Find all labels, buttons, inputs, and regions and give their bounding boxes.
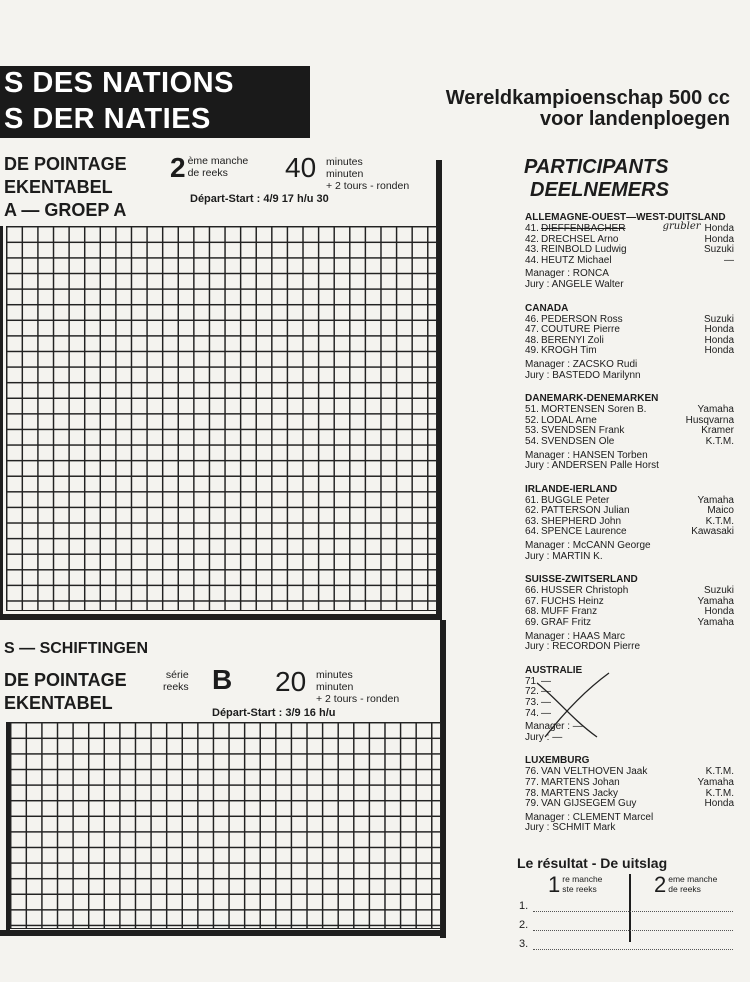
manche-info xyxy=(170,154,248,182)
team-jury: Jury : RECORDON Pierre xyxy=(525,641,641,653)
minutes-number-2: 20 xyxy=(275,666,307,697)
participants-title-nl: DEELNEMERS xyxy=(530,179,669,201)
rider-name: — xyxy=(541,675,551,687)
rider-number: 68. xyxy=(525,606,539,618)
result-place-label: 1. xyxy=(519,900,529,912)
result-manche-2-number: 2 xyxy=(654,872,667,897)
tours-label: + 2 tours - ronden xyxy=(326,180,410,192)
page-title-line-1: Wereldkampioenschap 500 cc xyxy=(445,87,730,109)
participants-title-fr: PARTICIPANTS xyxy=(524,156,669,178)
rider-number: 76. xyxy=(525,766,539,778)
rider-bike: K.T.M. xyxy=(705,435,734,447)
rider-number: 49. xyxy=(525,345,539,357)
country-block xyxy=(525,212,734,291)
cross-out-mark xyxy=(527,669,617,741)
rider-number: 61. xyxy=(525,494,539,506)
rider-row xyxy=(525,221,734,235)
rider-name: MUFF Franz xyxy=(541,606,598,618)
rider-number: 64. xyxy=(525,526,539,538)
country-name: AUSTRALIE xyxy=(525,664,583,676)
rider-number: 78. xyxy=(525,787,539,799)
rider-row xyxy=(525,799,734,810)
country-block xyxy=(525,755,734,834)
rider-name: GRAF Fritz xyxy=(541,617,591,629)
team-jury: Jury : MARTIN K. xyxy=(525,550,603,562)
pointage-label: DE POINTAGE xyxy=(4,154,127,174)
rider-number: 79. xyxy=(525,798,539,810)
minutes-label-2 xyxy=(316,669,399,705)
manche-number: 2 xyxy=(170,152,186,183)
result-place-blank xyxy=(533,911,733,912)
rider-bike: Honda xyxy=(704,606,734,618)
group-label: A — GROEP A xyxy=(4,200,127,220)
rider-row xyxy=(525,778,734,789)
team-jury: Jury : SCHMIT Mark xyxy=(525,822,616,834)
rider-number: 72. xyxy=(525,686,539,698)
manche-label xyxy=(188,155,249,179)
event-banner-line-1: S DES NATIONS xyxy=(0,66,310,102)
start-time-2: Départ-Start : 3/9 16 h/u xyxy=(212,707,336,719)
rider-bike: Yamaha xyxy=(697,595,734,607)
minutes-fr: minutes xyxy=(316,669,353,681)
frame-bar xyxy=(0,614,442,620)
pointage-heading-1 xyxy=(4,153,127,222)
rider-name: SHEPHERD John xyxy=(541,515,622,527)
result-manche-2-nl: de reeks xyxy=(668,884,701,894)
serie-label xyxy=(163,669,189,693)
rider-bike: Husqvarna xyxy=(685,414,734,426)
pointage-label-nl: EKENTABEL xyxy=(4,693,113,713)
serie-fr: série xyxy=(165,669,189,681)
rider-number: 71. xyxy=(525,675,539,687)
rider-number: 48. xyxy=(525,334,539,346)
serie-letter: B xyxy=(212,664,233,695)
rider-name: SVENDSEN Ole xyxy=(541,435,615,447)
result-place-row xyxy=(519,893,733,912)
rider-bike: Suzuki xyxy=(703,585,734,597)
rider-bike: Honda xyxy=(704,324,734,336)
country-name: DANEMARK-DENEMARKEN xyxy=(525,393,659,405)
rider-name: MARTENS Johan xyxy=(541,776,620,788)
result-place-row xyxy=(519,931,733,950)
rider-number: 42. xyxy=(525,233,539,245)
result-manche-1-fr: re manche xyxy=(562,874,603,884)
handwritten-note: grubler xyxy=(662,221,701,232)
rider-number: 41. xyxy=(525,223,539,234)
score-grid-a xyxy=(6,226,437,611)
rider-name: PATTERSON Julian xyxy=(541,505,630,517)
rider-number: 62. xyxy=(525,505,539,517)
rider-row xyxy=(525,437,734,448)
rider-name: MARTENS Jacky xyxy=(541,787,619,799)
rider-number: 53. xyxy=(525,425,539,437)
rider-number: 51. xyxy=(525,404,539,416)
country-name: IRLANDE-IERLAND xyxy=(525,483,618,495)
team-manager: Manager : HANSEN Torben xyxy=(525,449,648,461)
rider-number: 46. xyxy=(525,313,539,325)
rider-bike: Maico xyxy=(707,505,734,517)
rider-bike: Honda xyxy=(704,345,734,357)
rider-bike: K.T.M. xyxy=(705,515,734,527)
rider-number: 63. xyxy=(525,515,539,527)
frame-bar xyxy=(0,930,446,936)
rider-number: 47. xyxy=(525,324,539,336)
team-manager: Manager : ZACSKO Rudi xyxy=(525,358,638,370)
rider-bike: Yamaha xyxy=(697,776,734,788)
rider-name: — xyxy=(541,697,551,708)
rider-row xyxy=(525,346,734,357)
country-name: LUXEMBURG xyxy=(525,755,590,767)
team-jury: Jury : — xyxy=(525,731,563,743)
rider-name: REINBOLD Ludwig xyxy=(541,244,627,256)
minutes-number: 40 xyxy=(285,152,317,183)
pointage-label-nl: EKENTABEL xyxy=(4,177,113,197)
country-block xyxy=(525,665,734,744)
pointage-heading-2 xyxy=(4,669,127,715)
result-manche-1-number: 1 xyxy=(548,872,561,897)
team-manager: Manager : CLEMENT Marcel xyxy=(525,811,654,823)
tours-label: + 2 tours - ronden xyxy=(316,693,400,705)
rider-row xyxy=(525,618,734,629)
result-place-row xyxy=(519,912,733,931)
manche-label-fr: ème manche xyxy=(187,155,249,167)
minutes-nl: minuten xyxy=(326,168,364,180)
page-title-line-2: voor landenploegen xyxy=(539,108,730,130)
participants-title xyxy=(524,156,669,202)
rider-name: SPENCE Laurence xyxy=(541,526,627,538)
rider-row xyxy=(525,527,734,538)
start-time: Départ-Start : 4/9 17 h/u 30 xyxy=(190,193,329,205)
rider-name: VAN VELTHOVEN Jaak xyxy=(541,766,648,778)
team-manager: Manager : HAAS Marc xyxy=(525,630,626,642)
frame-bar xyxy=(0,226,3,620)
result-place-label: 3. xyxy=(519,938,529,950)
pointage-label: DE POINTAGE xyxy=(4,670,127,690)
rider-bike: Yamaha xyxy=(697,617,734,629)
rider-bike: Suzuki xyxy=(703,244,734,256)
country-name: ALLEMAGNE-OUEST—WEST-DUITSLAND xyxy=(525,212,726,223)
rider-name: MORTENSEN Soren B. xyxy=(541,404,647,416)
result-manche-1-nl: ste reeks xyxy=(562,884,597,894)
rider-name: COUTURE Pierre xyxy=(541,324,620,336)
rider-bike: K.T.M. xyxy=(705,766,734,778)
page-title xyxy=(320,88,730,130)
rider-name: FUCHS Heinz xyxy=(541,595,604,607)
team-jury: Jury : ANDERSEN Palle Horst xyxy=(525,460,659,472)
country-block xyxy=(525,303,734,382)
result-place-blank xyxy=(533,930,733,931)
result-title: Le résultat - De uitslag xyxy=(517,855,668,871)
rider-name: HUSSER Christoph xyxy=(541,585,629,597)
team-jury: Jury : BASTEDO Marilynn xyxy=(525,369,641,381)
rider-number: 77. xyxy=(525,776,539,788)
team-manager: Manager : McCANN George xyxy=(525,540,651,552)
rider-name: — xyxy=(541,686,551,698)
minutes-nl: minuten xyxy=(316,681,354,693)
rider-bike: Suzuki xyxy=(703,313,734,325)
team-manager: Manager : RONCA xyxy=(525,268,609,280)
result-places xyxy=(519,893,733,950)
result-place-blank xyxy=(533,949,733,950)
rider-bike: Honda xyxy=(704,233,734,245)
rider-number: 67. xyxy=(525,595,539,607)
section-title-schiftingen: S — SCHIFTINGEN xyxy=(4,640,149,657)
rider-name: LODAL Arne xyxy=(541,414,597,426)
rider-name: BUGGLE Peter xyxy=(541,494,610,506)
team-manager: Manager : — xyxy=(525,721,583,733)
score-grid-b xyxy=(10,722,441,929)
rider-name: — xyxy=(541,707,551,719)
rider-bike: — xyxy=(724,254,734,266)
team-jury: Jury : ANGELE Walter xyxy=(525,278,624,290)
rider-bike: K.T.M. xyxy=(705,787,734,799)
result-place-label: 2. xyxy=(519,919,529,931)
rider-name: VAN GIJSEGEM Guy xyxy=(541,798,637,810)
rider-number: 54. xyxy=(525,435,539,447)
rider-name: BERENYI Zoli xyxy=(541,334,604,346)
rider-name: DRECHSEL Arno xyxy=(541,233,619,245)
rider-name: PEDERSON Ross xyxy=(541,313,623,325)
rider-number: 73. xyxy=(525,697,539,708)
rider-bike: Yamaha xyxy=(697,404,734,416)
serie-nl: reeks xyxy=(163,681,189,693)
rider-name: DIEFFENBACHER xyxy=(541,223,626,234)
rider-bike: Kawasaki xyxy=(691,526,734,538)
rider-number: 43. xyxy=(525,244,539,256)
rider-name: SVENDSEN Frank xyxy=(541,425,625,437)
minutes-label xyxy=(326,156,409,192)
rider-row xyxy=(525,256,734,267)
rider-name: KROGH Tim xyxy=(541,345,597,357)
manche-label-nl: de reeks xyxy=(187,167,228,179)
frame-bar xyxy=(6,722,10,936)
rider-name: HEUTZ Michael xyxy=(541,254,612,266)
rider-number: 44. xyxy=(525,254,539,266)
participants-list xyxy=(525,212,734,834)
rider-bike: Kramer xyxy=(701,425,734,437)
rider-bike: Honda xyxy=(704,334,734,346)
rider-bike: Honda xyxy=(704,223,734,234)
country-block xyxy=(525,574,734,653)
country-block xyxy=(525,393,734,472)
event-banner-line-2: S DER NATIES xyxy=(0,102,310,138)
country-name: SUISSE-ZWITSERLAND xyxy=(525,574,638,586)
rider-number: 74. xyxy=(525,707,539,719)
rider-number: 69. xyxy=(525,617,539,629)
country-block xyxy=(525,484,734,563)
country-name: CANADA xyxy=(525,302,569,314)
rider-bike: Honda xyxy=(704,798,734,810)
minutes-fr: minutes xyxy=(326,156,363,168)
rider-bike: Yamaha xyxy=(697,494,734,506)
rider-number: 52. xyxy=(525,414,539,426)
rider-number: 66. xyxy=(525,585,539,597)
result-manche-2-fr: eme manche xyxy=(668,874,718,884)
